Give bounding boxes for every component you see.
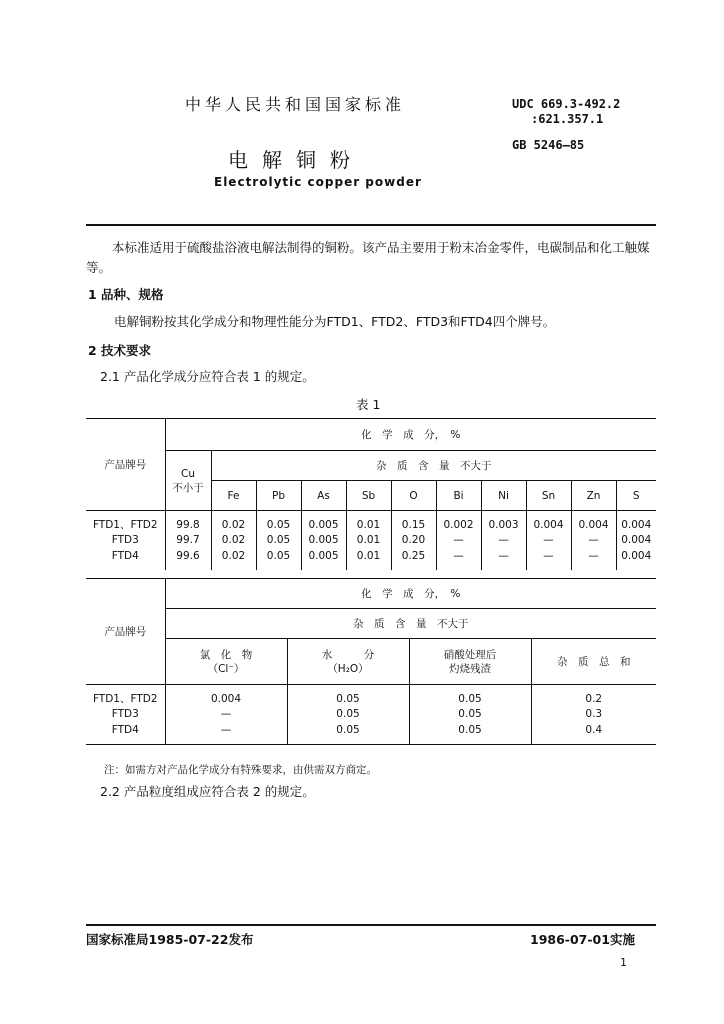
gb-number: GB 5246—85 — [512, 138, 585, 152]
section-1-heading: 1 品种、规格 — [88, 287, 164, 302]
value-cell: 0.002 — [436, 511, 481, 533]
table-1-part-b — [86, 578, 656, 745]
table-1-part-a — [86, 418, 656, 570]
value-cell: 0.05 — [256, 548, 301, 570]
clause-2-2: 2.2 产品粒度组成应符合表 2 的规定。 — [100, 784, 315, 799]
brand-cell: FTD4 — [86, 548, 165, 570]
chloride-header-formula: （Cl⁻） — [207, 662, 245, 675]
element-header: S — [616, 481, 656, 511]
residue-cell: 0.05 — [409, 722, 531, 744]
total-impurity-cell: 0.3 — [585, 708, 603, 720]
residue-header — [409, 639, 531, 685]
document-title: 电解铜粉 — [228, 148, 364, 172]
value-cell: 0.004 — [621, 534, 652, 546]
value-cell: 0.004 — [571, 511, 616, 533]
moisture-header-label: 水 分 — [321, 648, 375, 661]
moisture-cell: 0.05 — [287, 685, 409, 707]
value-cell: 0.003 — [481, 511, 526, 533]
element-header: Ni — [481, 481, 526, 511]
page-number: 1 — [620, 956, 627, 969]
value-cell: 0.05 — [256, 511, 301, 533]
value-cell: 0.02 — [211, 532, 256, 548]
element-header: Sn — [526, 481, 571, 511]
total-impurity-header — [531, 639, 656, 685]
chloride-cell: — — [165, 706, 287, 722]
effective-date: 1986-07-01实施 — [530, 932, 635, 947]
value-cell: — — [436, 548, 481, 570]
value-cell: 0.01 — [346, 548, 391, 570]
value-cell: 0.05 — [256, 532, 301, 548]
brand-cell-2: FTD1、FTD2 — [86, 685, 165, 707]
cu-min-label: 不小于 — [172, 481, 204, 494]
value-cell: 0.005 — [301, 548, 346, 570]
value-cell: 0.01 — [346, 532, 391, 548]
issue-date: 国家标准局1985-07-22发布 — [86, 932, 254, 947]
brand-cell-2: FTD3 — [86, 706, 165, 722]
brand-header: 产品牌号 — [86, 419, 165, 511]
chloride-header — [165, 639, 287, 685]
value-cell: — — [481, 548, 526, 570]
value-cell: 0.02 — [211, 548, 256, 570]
element-header: Bi — [436, 481, 481, 511]
element-header: Zn — [571, 481, 616, 511]
value-cell: 0.004 — [621, 550, 652, 562]
clause-2-1: 2.1 产品化学成分应符合表 1 的规定。 — [100, 369, 315, 384]
section-1-text: 电解铜粉按其化学成分和物理性能分为FTD1、FTD2、FTD3和FTD4四个牌号。 — [114, 314, 556, 329]
table-1-caption: 表 1 — [356, 397, 381, 412]
brand-cell: FTD1、FTD2 — [86, 511, 165, 533]
brand-cell-2: FTD4 — [86, 722, 165, 744]
cu-cell: 99.6 — [165, 548, 211, 570]
element-header: As — [301, 481, 346, 511]
cu-cell: 99.8 — [165, 511, 211, 533]
residue-cell: 0.05 — [409, 706, 531, 722]
element-header: Sb — [346, 481, 391, 511]
value-cell: 0.005 — [301, 532, 346, 548]
document-subtitle: Electrolytic copper powder — [214, 175, 422, 189]
table-note: 注：如需方对产品化学成分有特殊要求，由供需双方商定。 — [104, 764, 377, 776]
brand-header-2: 产品牌号 — [86, 579, 165, 685]
intro-paragraph: 本标准适用于硫酸盐浴液电解法制得的铜粉。该产品主要用于粉末冶金零件，电碳制品和化工触媒等。 — [86, 240, 650, 275]
element-header: Pb — [256, 481, 301, 511]
chloride-cell: 0.004 — [165, 685, 287, 707]
footer-rule — [86, 924, 656, 926]
chem-header: 化 学 成 分， % — [165, 419, 656, 451]
section-2-heading: 2 技术要求 — [88, 343, 152, 358]
moisture-header-formula: （H₂O） — [327, 662, 369, 675]
moisture-cell: 0.05 — [287, 722, 409, 744]
udc-code-line1: UDC 669.3-492.2 — [512, 97, 621, 111]
value-cell: 0.02 — [211, 511, 256, 533]
impurity-header: 杂 质 含 量 不大于 — [376, 460, 492, 472]
value-cell: — — [571, 548, 616, 570]
value-cell: — — [526, 532, 571, 548]
chloride-cell: — — [165, 722, 287, 744]
element-header: Fe — [211, 481, 256, 511]
value-cell: 0.01 — [346, 511, 391, 533]
residue-header-line1: 硝酸处理后 — [443, 648, 497, 661]
value-cell: — — [526, 548, 571, 570]
header-rule — [86, 224, 656, 226]
element-header: O — [391, 481, 436, 511]
residue-cell: 0.05 — [409, 685, 531, 707]
value-cell: 0.15 — [391, 511, 436, 533]
value-cell: 0.004 — [526, 511, 571, 533]
value-cell: 0.20 — [391, 532, 436, 548]
cu-cell: 99.7 — [165, 532, 211, 548]
value-cell: — — [571, 532, 616, 548]
chloride-header-label: 氯 化 物 — [199, 648, 253, 661]
value-cell: 0.004 — [616, 511, 656, 533]
value-cell: — — [481, 532, 526, 548]
cu-header — [165, 451, 211, 511]
total-impurity-cell: 0.4 — [531, 722, 656, 744]
moisture-cell: 0.05 — [287, 706, 409, 722]
moisture-header — [287, 639, 409, 685]
value-cell: — — [436, 532, 481, 548]
total-impurity-label: 杂 质 总 和 — [557, 655, 631, 668]
value-cell: 0.005 — [301, 511, 346, 533]
residue-header-line2: 灼烧残渣 — [449, 662, 491, 675]
chem-header-2: 化 学 成 分， % — [165, 579, 656, 609]
total-impurity-cell: 0.2 — [531, 685, 656, 707]
brand-cell: FTD3 — [86, 532, 165, 548]
cu-label: Cu — [181, 467, 195, 480]
standard-org-title: 中华人民共和国国家标准 — [185, 95, 406, 114]
impurity-header-2: 杂 质 含 量 不大于 — [165, 609, 656, 639]
udc-code-line2: :621.357.1 — [531, 112, 604, 126]
value-cell: 0.25 — [391, 548, 436, 570]
